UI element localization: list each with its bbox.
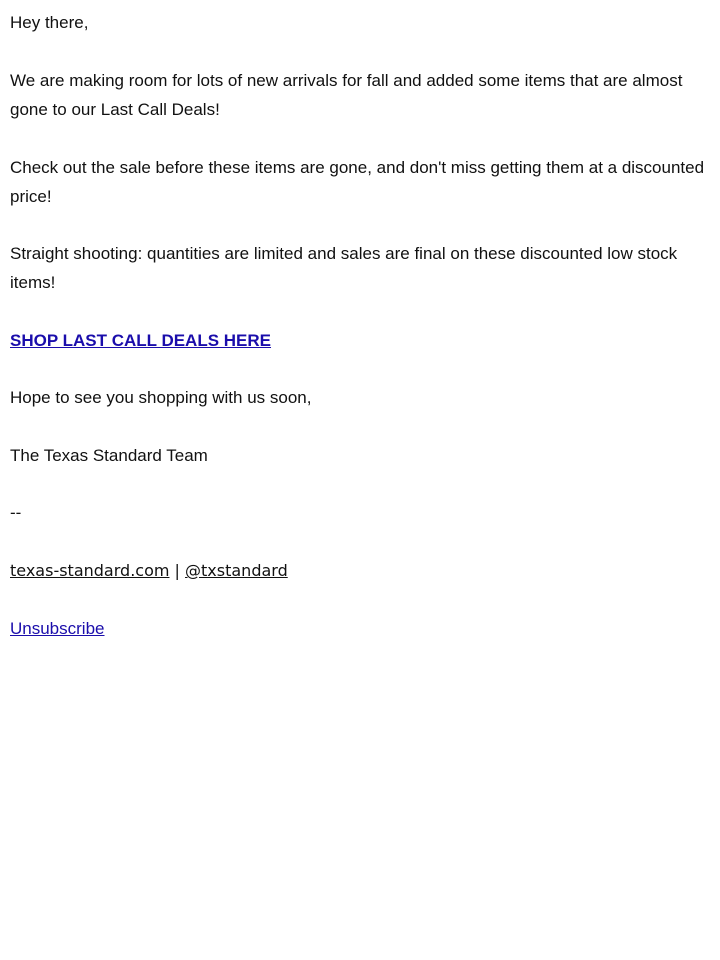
greeting: Hey there, xyxy=(10,13,89,32)
social-handle-link[interactable]: @txstandard xyxy=(185,561,288,580)
unsubscribe-link[interactable]: Unsubscribe xyxy=(10,619,105,638)
disclaimer-paragraph: Straight shooting: quantities are limited and sales are final on these discounted low stock items! xyxy=(10,244,678,292)
sign-off: Hope to see you shopping with us soon, xyxy=(10,388,312,407)
website-link[interactable]: texas-standard.com xyxy=(10,561,170,580)
signature: The Texas Standard Team xyxy=(10,446,208,465)
intro-paragraph: We are making room for lots of new arrivals for fall and added some items that are almost gone to our Last Call Deals! xyxy=(10,71,683,119)
footer-separator: | xyxy=(169,561,186,580)
signature-divider: -- xyxy=(10,503,22,522)
sale-paragraph: Check out the sale before these items are gone, and don't miss getting them at a discounted price! xyxy=(10,158,705,206)
footer-links xyxy=(10,556,288,585)
shop-last-call-deals-link[interactable]: SHOP LAST CALL DEALS HERE xyxy=(10,331,272,350)
